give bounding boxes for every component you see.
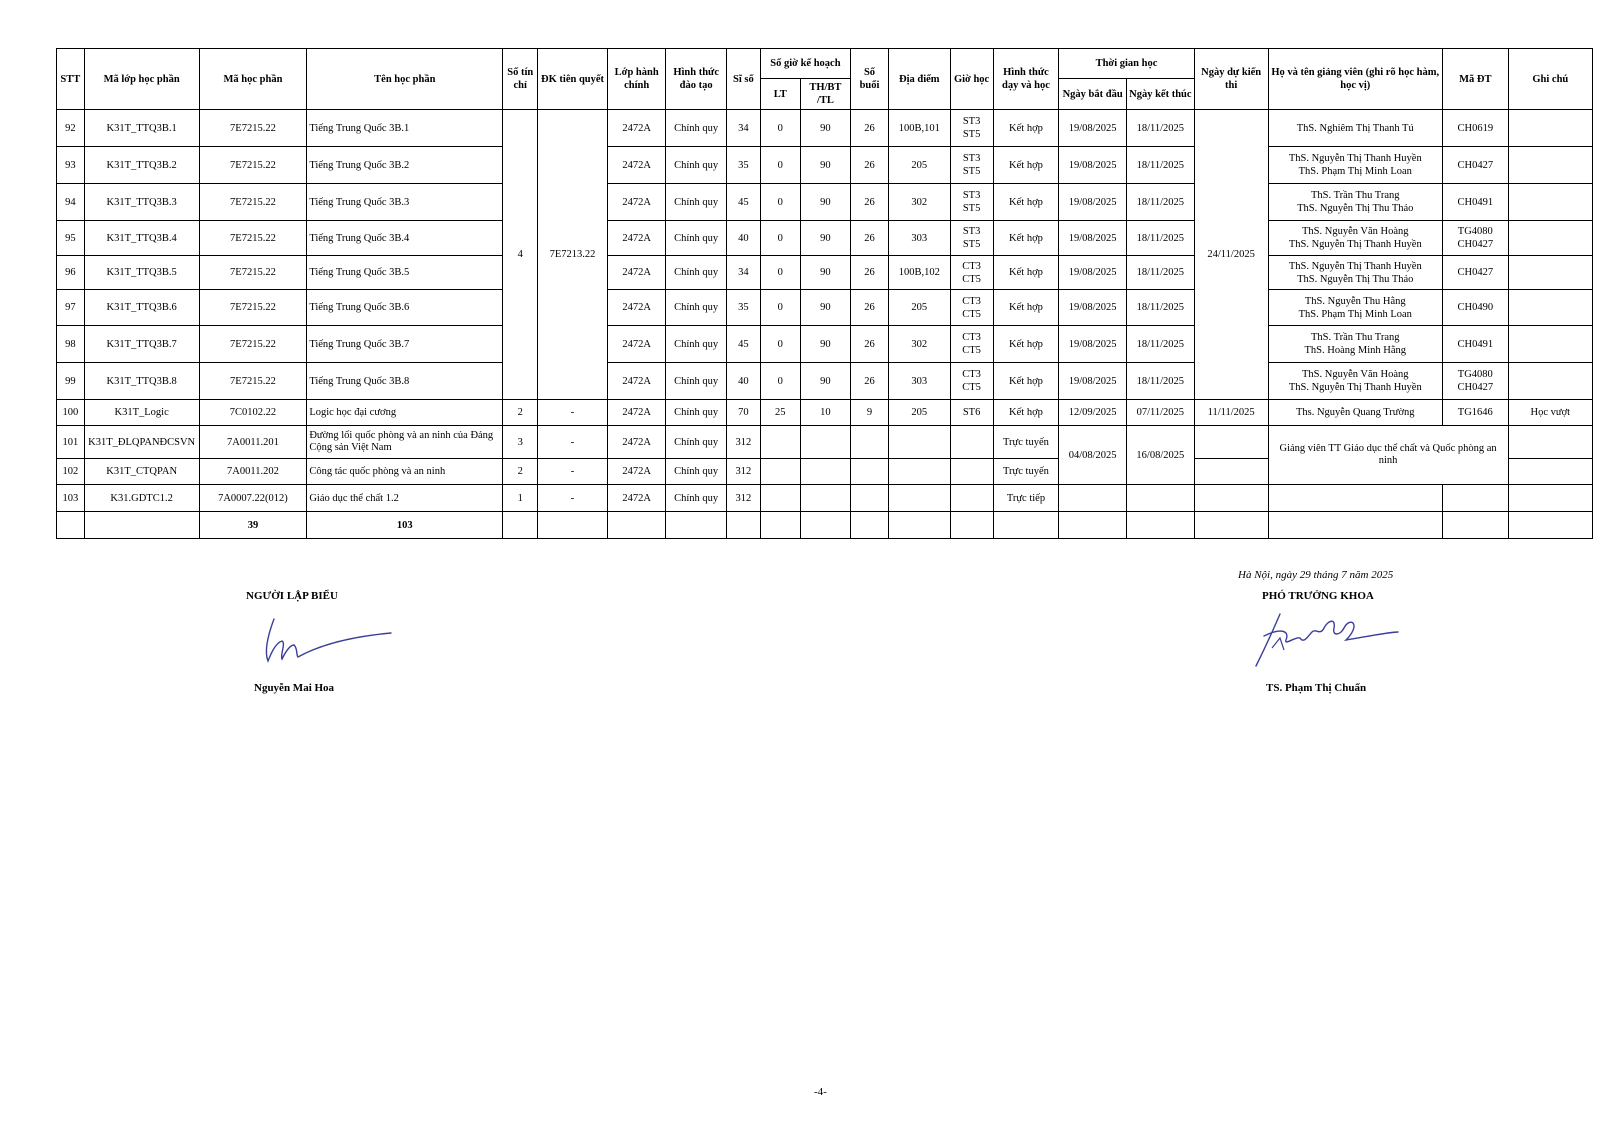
header-ngay-thi: Ngày dự kiến thi bbox=[1194, 49, 1268, 110]
cell-buoi bbox=[851, 485, 889, 512]
header-lop-hanh-chinh: Lớp hành chính bbox=[607, 49, 665, 110]
cell-ten: Tiếng Trung Quốc 3B.2 bbox=[307, 147, 503, 184]
cell-ngay-thi: 11/11/2025 bbox=[1194, 400, 1268, 426]
cell-bat-dau: 19/08/2025 bbox=[1059, 221, 1127, 256]
cell-ma-lop: K31T_TTQ3B.6 bbox=[84, 290, 199, 326]
table-row bbox=[57, 400, 1593, 426]
cell-ten: Tiếng Trung Quốc 3B.4 bbox=[307, 221, 503, 256]
cell-ma-hp: 7A0007.22(012) bbox=[199, 485, 307, 512]
table-row bbox=[57, 256, 1593, 290]
header-ghi-chu: Ghi chú bbox=[1508, 49, 1592, 110]
cell-ma-hp: 7E7215.22 bbox=[199, 221, 307, 256]
cell-htdh: Trực tuyến bbox=[993, 426, 1059, 459]
cell-madt bbox=[1442, 485, 1508, 512]
total-courses: 39 bbox=[199, 512, 307, 539]
cell-lt: 0 bbox=[760, 221, 800, 256]
cell-ma-lop: K31T_TTQ3B.4 bbox=[84, 221, 199, 256]
cell-gv: ThS. Trần Thu Trang ThS. Nguyễn Thị Thu Thảo bbox=[1268, 184, 1442, 221]
cell-si-so: 35 bbox=[726, 290, 760, 326]
cell-dia-diem bbox=[889, 426, 951, 459]
cell-ma-hp: 7E7215.22 bbox=[199, 256, 307, 290]
cell-lop: 2472A bbox=[607, 326, 665, 363]
cell-buoi: 26 bbox=[851, 256, 889, 290]
cell-htdt: Chính quy bbox=[666, 147, 727, 184]
table-row bbox=[57, 184, 1593, 221]
cell-madt: CH0491 bbox=[1442, 184, 1508, 221]
cell-bat-dau: 19/08/2025 bbox=[1059, 184, 1127, 221]
cell-ma-lop: K31T_TTQ3B.1 bbox=[84, 110, 199, 147]
cell-madt: CH0491 bbox=[1442, 326, 1508, 363]
cell-ghi-chu: Học vượt bbox=[1508, 400, 1592, 426]
cell-ngay-thi-group: 24/11/2025 bbox=[1194, 110, 1268, 400]
totals-row bbox=[57, 512, 1593, 539]
cell-lop: 2472A bbox=[607, 400, 665, 426]
cell-si-so: 40 bbox=[726, 221, 760, 256]
cell-buoi: 26 bbox=[851, 184, 889, 221]
cell-htdt: Chính quy bbox=[666, 400, 727, 426]
right-signer-name: TS. Phạm Thị Chuẩn bbox=[1266, 682, 1367, 694]
cell-ten: Logic học đại cương bbox=[307, 400, 503, 426]
table-row bbox=[57, 147, 1593, 184]
cell-htdh: Kết hợp bbox=[993, 326, 1059, 363]
cell-dk: - bbox=[538, 426, 608, 459]
cell-ngay-thi bbox=[1194, 426, 1268, 459]
cell-buoi: 26 bbox=[851, 221, 889, 256]
cell-dia-diem: 100B,101 bbox=[889, 110, 951, 147]
cell-htdt: Chính quy bbox=[666, 184, 727, 221]
cell-buoi bbox=[851, 459, 889, 485]
cell-htdt: Chính quy bbox=[666, 110, 727, 147]
cell-ten: Tiếng Trung Quốc 3B.6 bbox=[307, 290, 503, 326]
cell-lop: 2472A bbox=[607, 184, 665, 221]
cell-ma-lop: K31T_TTQ3B.8 bbox=[84, 363, 199, 400]
cell-gio bbox=[950, 485, 993, 512]
header-so-buoi: Số buổi bbox=[851, 49, 889, 110]
cell-htdh: Trực tuyến bbox=[993, 459, 1059, 485]
total-credits: 103 bbox=[307, 512, 503, 539]
cell-th: 90 bbox=[800, 290, 850, 326]
cell-stt: 98 bbox=[57, 326, 85, 363]
cell-gv bbox=[1268, 485, 1442, 512]
table-row bbox=[57, 110, 1593, 147]
cell-buoi: 26 bbox=[851, 363, 889, 400]
cell-lop: 2472A bbox=[607, 256, 665, 290]
cell-madt: CH0490 bbox=[1442, 290, 1508, 326]
cell-ma-hp: 7A0011.202 bbox=[199, 459, 307, 485]
header-thoi-gian: Thời gian học bbox=[1059, 49, 1194, 79]
header-hinh-thuc-dao-tao: Hình thức đào tạo bbox=[666, 49, 727, 110]
header-ma-hp: Mã học phần bbox=[199, 49, 307, 110]
cell-gv: ThS. Nguyễn Thu Hằng ThS. Phạm Thị Minh Loan bbox=[1268, 290, 1442, 326]
page-number: -4- bbox=[814, 1086, 827, 1098]
cell-lop: 2472A bbox=[607, 147, 665, 184]
cell-madt: TG4080 CH0427 bbox=[1442, 363, 1508, 400]
header-hinh-thuc-day: Hình thức dạy và học bbox=[993, 49, 1059, 110]
header-th: TH/BT /TL bbox=[800, 79, 850, 110]
cell-ma-hp: 7E7215.22 bbox=[199, 110, 307, 147]
cell-htdh: Kết hợp bbox=[993, 290, 1059, 326]
table-row bbox=[57, 426, 1593, 459]
cell-ten: Tiếng Trung Quốc 3B.3 bbox=[307, 184, 503, 221]
cell-ket-thuc: 18/11/2025 bbox=[1126, 147, 1194, 184]
header-so-gio: Số giờ kế hoạch bbox=[760, 49, 850, 79]
header-si-so: Sĩ số bbox=[726, 49, 760, 110]
cell-madt: TG1646 bbox=[1442, 400, 1508, 426]
cell-lop: 2472A bbox=[607, 221, 665, 256]
cell-stt: 97 bbox=[57, 290, 85, 326]
cell-ma-lop: K31T_ĐLQPANĐCSVN bbox=[84, 426, 199, 459]
cell-dk: - bbox=[538, 400, 608, 426]
cell-so-tin-chi-group: 4 bbox=[503, 110, 538, 400]
cell-bat-dau: 19/08/2025 bbox=[1059, 147, 1127, 184]
cell-dk: - bbox=[538, 459, 608, 485]
cell-buoi bbox=[851, 426, 889, 459]
cell-dia-diem: 205 bbox=[889, 400, 951, 426]
cell-lt: 0 bbox=[760, 326, 800, 363]
cell-ket-thuc: 18/11/2025 bbox=[1126, 290, 1194, 326]
cell-gv: Ths. Nguyễn Quang Trường bbox=[1268, 400, 1442, 426]
cell-ten: Công tác quốc phòng và an ninh bbox=[307, 459, 503, 485]
cell-madt: CH0427 bbox=[1442, 256, 1508, 290]
cell-dia-diem: 205 bbox=[889, 147, 951, 184]
cell-dia-diem: 302 bbox=[889, 184, 951, 221]
cell-ma-hp: 7E7215.22 bbox=[199, 147, 307, 184]
cell-ma-hp: 7A0011.201 bbox=[199, 426, 307, 459]
cell-lop: 2472A bbox=[607, 110, 665, 147]
cell-ket-thuc: 18/11/2025 bbox=[1126, 363, 1194, 400]
cell-gv-gdqp: Giảng viên TT Giáo dục thể chất và Quốc phòng an ninh bbox=[1268, 426, 1508, 485]
cell-dia-diem bbox=[889, 459, 951, 485]
cell-dk: - bbox=[538, 485, 608, 512]
cell-ma-hp: 7E7215.22 bbox=[199, 363, 307, 400]
cell-ghi-chu bbox=[1508, 363, 1592, 400]
cell-buoi: 26 bbox=[851, 326, 889, 363]
cell-si-so: 312 bbox=[726, 426, 760, 459]
cell-lt bbox=[760, 426, 800, 459]
cell-stt: 102 bbox=[57, 459, 85, 485]
cell-gio: CT3 CT5 bbox=[950, 256, 993, 290]
cell-buoi: 9 bbox=[851, 400, 889, 426]
cell-tc: 2 bbox=[503, 459, 538, 485]
cell-si-so: 34 bbox=[726, 256, 760, 290]
cell-dia-diem: 303 bbox=[889, 363, 951, 400]
cell-tc: 2 bbox=[503, 400, 538, 426]
cell-si-so: 34 bbox=[726, 110, 760, 147]
cell-gv: ThS. Nghiêm Thị Thanh Tú bbox=[1268, 110, 1442, 147]
cell-bat-dau: 19/08/2025 bbox=[1059, 363, 1127, 400]
cell-bat-dau: 19/08/2025 bbox=[1059, 256, 1127, 290]
cell-ten: Tiếng Trung Quốc 3B.5 bbox=[307, 256, 503, 290]
cell-ket-thuc: 18/11/2025 bbox=[1126, 256, 1194, 290]
cell-ket-thuc: 07/11/2025 bbox=[1126, 400, 1194, 426]
header-lt: LT bbox=[760, 79, 800, 110]
cell-gio: ST3 ST5 bbox=[950, 221, 993, 256]
cell-si-so: 45 bbox=[726, 326, 760, 363]
cell-ghi-chu bbox=[1508, 290, 1592, 326]
cell-ten: Đường lối quốc phòng và an ninh của Đảng Cộng sản Việt Nam bbox=[307, 426, 503, 459]
cell-lt: 0 bbox=[760, 363, 800, 400]
header-giang-vien: Họ và tên giảng viên (ghi rõ học hàm, học vị) bbox=[1268, 49, 1442, 110]
cell-dia-diem: 205 bbox=[889, 290, 951, 326]
cell-ma-hp: 7E7215.22 bbox=[199, 184, 307, 221]
cell-ma-lop: K31T_TTQ3B.3 bbox=[84, 184, 199, 221]
cell-gv: ThS. Nguyễn Thị Thanh Huyền ThS. Phạm Thị Minh Loan bbox=[1268, 147, 1442, 184]
header-ten-hp: Tên học phần bbox=[307, 49, 503, 110]
cell-ma-lop: K31T_CTQPAN bbox=[84, 459, 199, 485]
cell-htdt: Chính quy bbox=[666, 290, 727, 326]
cell-htdh: Trực tiếp bbox=[993, 485, 1059, 512]
cell-th: 90 bbox=[800, 147, 850, 184]
cell-ket-thuc: 18/11/2025 bbox=[1126, 221, 1194, 256]
cell-ket-thuc-gdqp: 16/08/2025 bbox=[1126, 426, 1194, 485]
cell-th: 10 bbox=[800, 400, 850, 426]
cell-ket-thuc: 18/11/2025 bbox=[1126, 184, 1194, 221]
cell-buoi: 26 bbox=[851, 110, 889, 147]
cell-ten: Tiếng Trung Quốc 3B.1 bbox=[307, 110, 503, 147]
cell-ma-hp: 7E7215.22 bbox=[199, 326, 307, 363]
right-signature-icon bbox=[1250, 606, 1400, 676]
cell-htdt: Chính quy bbox=[666, 326, 727, 363]
cell-th: 90 bbox=[800, 363, 850, 400]
cell-th bbox=[800, 485, 850, 512]
cell-lop: 2472A bbox=[607, 459, 665, 485]
cell-stt: 103 bbox=[57, 485, 85, 512]
header-dk-tien-quyet: ĐK tiên quyết bbox=[538, 49, 608, 110]
cell-ma-lop: K31.GDTC1.2 bbox=[84, 485, 199, 512]
header-dia-diem: Địa điểm bbox=[889, 49, 951, 110]
cell-lt: 0 bbox=[760, 290, 800, 326]
cell-ma-lop: K31T_TTQ3B.5 bbox=[84, 256, 199, 290]
cell-stt: 92 bbox=[57, 110, 85, 147]
cell-madt: TG4080 CH0427 bbox=[1442, 221, 1508, 256]
cell-htdh: Kết hợp bbox=[993, 110, 1059, 147]
cell-htdh: Kết hợp bbox=[993, 221, 1059, 256]
cell-th: 90 bbox=[800, 184, 850, 221]
cell-ket-thuc: 18/11/2025 bbox=[1126, 326, 1194, 363]
cell-tc: 1 bbox=[503, 485, 538, 512]
cell-lop: 2472A bbox=[607, 363, 665, 400]
cell-madt: CH0619 bbox=[1442, 110, 1508, 147]
cell-lop: 2472A bbox=[607, 290, 665, 326]
header-ma-lop: Mã lớp học phần bbox=[84, 49, 199, 110]
cell-ma-hp: 7E7215.22 bbox=[199, 290, 307, 326]
schedule-table bbox=[56, 48, 1593, 539]
header-gio-hoc: Giờ học bbox=[950, 49, 993, 110]
cell-ket-thuc: 18/11/2025 bbox=[1126, 110, 1194, 147]
cell-bat-dau: 12/09/2025 bbox=[1059, 400, 1127, 426]
cell-stt: 99 bbox=[57, 363, 85, 400]
cell-th: 90 bbox=[800, 326, 850, 363]
table-row bbox=[57, 326, 1593, 363]
cell-buoi: 26 bbox=[851, 290, 889, 326]
cell-stt: 94 bbox=[57, 184, 85, 221]
cell-htdt: Chính quy bbox=[666, 426, 727, 459]
cell-htdh: Kết hợp bbox=[993, 184, 1059, 221]
cell-ma-lop: K31T_TTQ3B.7 bbox=[84, 326, 199, 363]
cell-bat-dau: 19/08/2025 bbox=[1059, 290, 1127, 326]
cell-gio: ST3 ST5 bbox=[950, 110, 993, 147]
cell-ghi-chu bbox=[1508, 426, 1592, 459]
cell-ma-hp: 7C0102.22 bbox=[199, 400, 307, 426]
cell-th bbox=[800, 459, 850, 485]
cell-gv: ThS. Nguyễn Thị Thanh Huyền ThS. Nguyễn Thị Thu Thảo bbox=[1268, 256, 1442, 290]
cell-dia-diem bbox=[889, 485, 951, 512]
table-row bbox=[57, 363, 1593, 400]
cell-ghi-chu bbox=[1508, 485, 1592, 512]
cell-dk-group: 7E7213.22 bbox=[538, 110, 608, 400]
cell-ghi-chu bbox=[1508, 256, 1592, 290]
cell-lt: 0 bbox=[760, 256, 800, 290]
cell-stt: 93 bbox=[57, 147, 85, 184]
cell-ten: Tiếng Trung Quốc 3B.7 bbox=[307, 326, 503, 363]
cell-th bbox=[800, 426, 850, 459]
cell-lt: 25 bbox=[760, 400, 800, 426]
right-signer-title: PHÓ TRƯỞNG KHOA bbox=[1262, 590, 1374, 602]
cell-htdh: Kết hợp bbox=[993, 400, 1059, 426]
cell-gio: ST6 bbox=[950, 400, 993, 426]
table-row bbox=[57, 485, 1593, 512]
cell-tc: 3 bbox=[503, 426, 538, 459]
table-row bbox=[57, 290, 1593, 326]
header-ma-dt: Mã ĐT bbox=[1442, 49, 1508, 110]
cell-ten: Tiếng Trung Quốc 3B.8 bbox=[307, 363, 503, 400]
cell-si-so: 35 bbox=[726, 147, 760, 184]
left-signature-icon bbox=[246, 615, 396, 675]
cell-lop: 2472A bbox=[607, 426, 665, 459]
cell-dia-diem: 303 bbox=[889, 221, 951, 256]
header-ngay-bat-dau: Ngày bắt đầu bbox=[1059, 79, 1127, 110]
cell-lt: 0 bbox=[760, 184, 800, 221]
cell-madt: CH0427 bbox=[1442, 147, 1508, 184]
cell-htdt: Chính quy bbox=[666, 363, 727, 400]
cell-bat-dau-gdqp: 04/08/2025 bbox=[1059, 426, 1127, 485]
header-stt: STT bbox=[57, 49, 85, 110]
cell-ket-thuc bbox=[1126, 485, 1194, 512]
cell-si-so: 40 bbox=[726, 363, 760, 400]
cell-dia-diem: 302 bbox=[889, 326, 951, 363]
table-row bbox=[57, 221, 1593, 256]
header-ngay-ket-thuc: Ngày kết thúc bbox=[1126, 79, 1194, 110]
header-so-tin-chi: Số tín chỉ bbox=[503, 49, 538, 110]
cell-gio bbox=[950, 426, 993, 459]
cell-htdt: Chính quy bbox=[666, 221, 727, 256]
cell-th: 90 bbox=[800, 221, 850, 256]
cell-ghi-chu bbox=[1508, 221, 1592, 256]
cell-ghi-chu bbox=[1508, 459, 1592, 485]
cell-lt bbox=[760, 459, 800, 485]
cell-gv: ThS. Trần Thu Trang ThS. Hoàng Minh Hằng bbox=[1268, 326, 1442, 363]
cell-gio bbox=[950, 459, 993, 485]
cell-ghi-chu bbox=[1508, 184, 1592, 221]
cell-gio: CT3 CT5 bbox=[950, 326, 993, 363]
cell-buoi: 26 bbox=[851, 147, 889, 184]
cell-stt: 95 bbox=[57, 221, 85, 256]
cell-si-so: 45 bbox=[726, 184, 760, 221]
cell-th: 90 bbox=[800, 256, 850, 290]
cell-ngay-thi bbox=[1194, 485, 1268, 512]
cell-ma-lop: K31T_Logic bbox=[84, 400, 199, 426]
cell-dia-diem: 100B,102 bbox=[889, 256, 951, 290]
cell-ngay-thi bbox=[1194, 459, 1268, 485]
cell-gio: CT3 CT5 bbox=[950, 290, 993, 326]
cell-stt: 100 bbox=[57, 400, 85, 426]
cell-gio: ST3 ST5 bbox=[950, 184, 993, 221]
cell-htdh: Kết hợp bbox=[993, 256, 1059, 290]
cell-th: 90 bbox=[800, 110, 850, 147]
cell-bat-dau: 19/08/2025 bbox=[1059, 110, 1127, 147]
cell-bat-dau bbox=[1059, 485, 1127, 512]
cell-ghi-chu bbox=[1508, 326, 1592, 363]
cell-htdh: Kết hợp bbox=[993, 363, 1059, 400]
cell-stt: 96 bbox=[57, 256, 85, 290]
cell-gv: ThS. Nguyễn Văn Hoàng ThS. Nguyễn Thị Thanh Huyền bbox=[1268, 221, 1442, 256]
cell-lt: 0 bbox=[760, 147, 800, 184]
cell-bat-dau: 19/08/2025 bbox=[1059, 326, 1127, 363]
cell-si-so: 312 bbox=[726, 459, 760, 485]
left-signer-name: Nguyễn Mai Hoa bbox=[254, 682, 335, 694]
signing-date: Hà Nội, ngày 29 tháng 7 năm 2025 bbox=[1238, 569, 1394, 581]
cell-htdt: Chính quy bbox=[666, 459, 727, 485]
cell-htdh: Kết hợp bbox=[993, 147, 1059, 184]
cell-htdt: Chính quy bbox=[666, 256, 727, 290]
cell-lop: 2472A bbox=[607, 485, 665, 512]
cell-lt: 0 bbox=[760, 110, 800, 147]
left-signer-title: NGƯỜI LẬP BIỂU bbox=[246, 590, 338, 602]
cell-lt bbox=[760, 485, 800, 512]
cell-ma-lop: K31T_TTQ3B.2 bbox=[84, 147, 199, 184]
cell-htdt: Chính quy bbox=[666, 485, 727, 512]
cell-gio: CT3 CT5 bbox=[950, 363, 993, 400]
cell-ten: Giáo dục thể chất 1.2 bbox=[307, 485, 503, 512]
cell-ghi-chu bbox=[1508, 147, 1592, 184]
cell-si-so: 312 bbox=[726, 485, 760, 512]
cell-si-so: 70 bbox=[726, 400, 760, 426]
cell-gio: ST3 ST5 bbox=[950, 147, 993, 184]
cell-gv: ThS. Nguyễn Văn Hoàng ThS. Nguyễn Thị Thanh Huyền bbox=[1268, 363, 1442, 400]
cell-stt: 101 bbox=[57, 426, 85, 459]
cell-ghi-chu bbox=[1508, 110, 1592, 147]
